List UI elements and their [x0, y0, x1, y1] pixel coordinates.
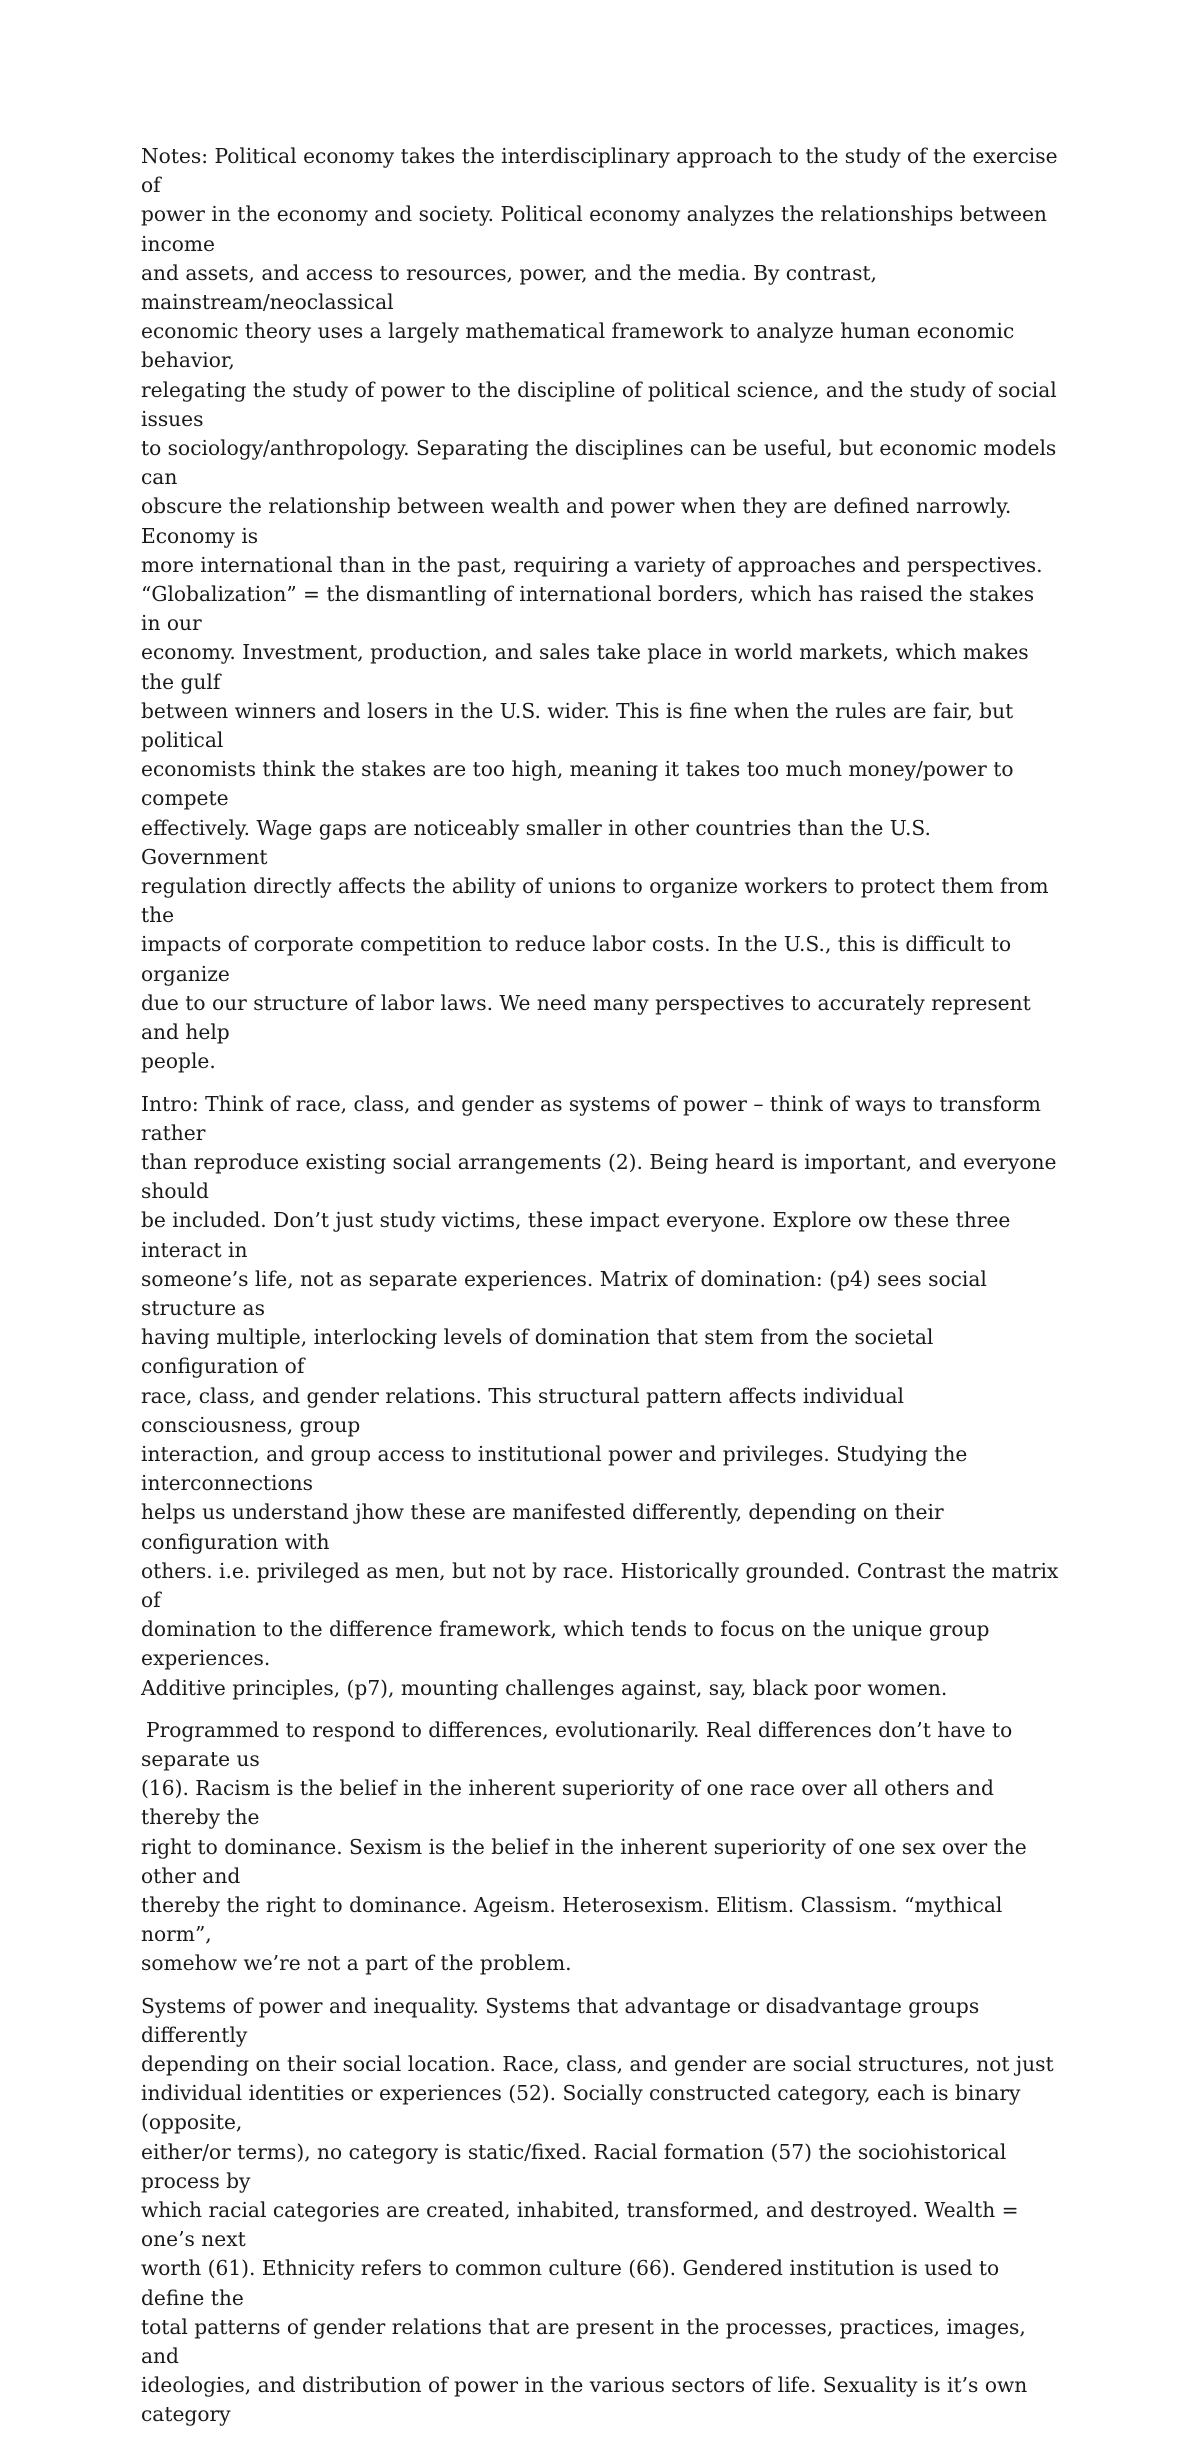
text-line: relegating the study of power to the discipline of political science, and the study of social issues: [141, 377, 1057, 431]
text-line: than reproduce existing social arrangements (2). Being heard is important, and everyone should: [141, 1149, 1057, 1204]
text-line: (16). Racism is the belief in the inherent superiority of one race over all others and thereby the: [141, 1776, 994, 1830]
text-line: domination to the difference framework, which tends to focus on the unique group experiences.: [141, 1617, 990, 1671]
text-line: Programmed to respond to differences, evolutionarily. Real differences don’t have to separate us: [141, 1717, 1013, 1771]
text-line: impacts of corporate competition to reduce labor costs. In the U.S., this is difficult to organize: [141, 932, 1012, 986]
text-line: Systems of power and inequality. Systems that advantage or disadvantage groups differently: [141, 1993, 980, 2047]
text-line: thereby the right to dominance. Ageism. Heterosexism. Elitism. Classism. “mythical norm”,: [141, 1892, 1003, 1947]
paragraph-differences: [141, 1716, 1059, 1979]
text-line: effectively. Wage gaps are noticeably smaller in other countries than the U.S. Government: [141, 815, 931, 869]
text-line: power in the economy and society. Political economy analyzes the relationships between income: [141, 202, 1047, 256]
text-line: and assets, and access to resources, power, and the media. By contrast, mainstream/neoclassical: [141, 260, 877, 315]
text-line: people.: [141, 1049, 216, 1074]
text-line: economy. Investment, production, and sales take place in world markets, which makes the gulf: [141, 640, 1029, 694]
text-line: Intro: Think of race, class, and gender as systems of power – think of ways to transform rather: [141, 1091, 1041, 1145]
text-line: obscure the relationship between wealth and power when they are defined narrowly. Economy is: [141, 494, 1012, 548]
text-line: regulation directly affects the ability of unions to organize workers to protect them from the: [141, 874, 1049, 928]
text-line: somehow we’re not a part of the problem.: [141, 1951, 572, 1976]
text-line: having multiple, interlocking levels of domination that stem from the societal configuration of: [141, 1325, 934, 1379]
text-line: between winners and losers in the U.S. wider. This is fine when the rules are fair, but political: [141, 698, 1014, 753]
text-line: economists think the stakes are too high, meaning it takes too much money/power to compete: [141, 757, 1014, 811]
text-line: “Globalization” = the dismantling of international borders, which has raised the stakes in our: [141, 582, 1035, 636]
document-body: [141, 142, 1059, 2443]
text-line: depending on their social location. Race, class, and gender are social structures, not just: [141, 2052, 1054, 2076]
text-line: due to our structure of labor laws. We need many perspectives to accurately represent and help: [141, 990, 1031, 1045]
text-line: more international than in the past, requiring a variety of approaches and perspectives.: [141, 552, 1043, 577]
text-line: someone’s life, not as separate experiences. Matrix of domination: (p4) sees social structure as: [141, 1266, 987, 1320]
text-line: total patterns of gender relations that are present in the processes, practices, images, and: [141, 2314, 1026, 2369]
text-line: economic theory uses a largely mathematical framework to analyze human economic behavior,: [141, 319, 1015, 373]
text-line: helps us understand jhow these are manifested differently, depending on their configuration with: [141, 1500, 944, 1554]
text-line: to sociology/anthropology. Separating the disciplines can be useful, but economic models can: [141, 436, 1057, 490]
text-line: which racial categories are created, inhabited, transformed, and destroyed. Wealth = one’s next: [141, 2198, 1019, 2252]
text-line: others. i.e. privileged as men, but not by race. Historically grounded. Contrast the matrix of: [141, 1558, 1059, 1612]
paragraph-notes: [141, 142, 1059, 1077]
text-line: right to dominance. Sexism is the belief in the inherent superiority of one sex over the other and: [141, 1834, 1027, 1888]
text-line: worth (61). Ethnicity refers to common culture (66). Gendered institution is used to define the: [141, 2256, 1000, 2310]
text-line: race, class, and gender relations. This structural pattern affects individual consciousness, group: [141, 1383, 904, 1437]
text-line: Additive principles, (p7), mounting challenges against, say, black poor women.: [141, 1675, 948, 1700]
text-line: Notes: Political economy takes the interdisciplinary approach to the study of the exercise of: [141, 144, 1058, 198]
text-line: individual identities or experiences (52). Socially constructed category, each is binary (opposite,: [141, 2081, 1021, 2135]
text-line: be included. Don’t just study victims, these impact everyone. Explore ow these three interact in: [141, 1208, 1011, 1262]
paragraph-intro: [141, 1090, 1059, 1703]
text-line: either/or terms), no category is static/fixed. Racial formation (57) the sociohistorical process by: [141, 2139, 1007, 2193]
text-line: ideologies, and distribution of power in the various sectors of life. Sexuality is it’s own category: [141, 2373, 1028, 2427]
paragraph-systems: [141, 1992, 1059, 2430]
text-line: interaction, and group access to institutional power and privileges. Studying the interconnections: [141, 1441, 968, 1496]
